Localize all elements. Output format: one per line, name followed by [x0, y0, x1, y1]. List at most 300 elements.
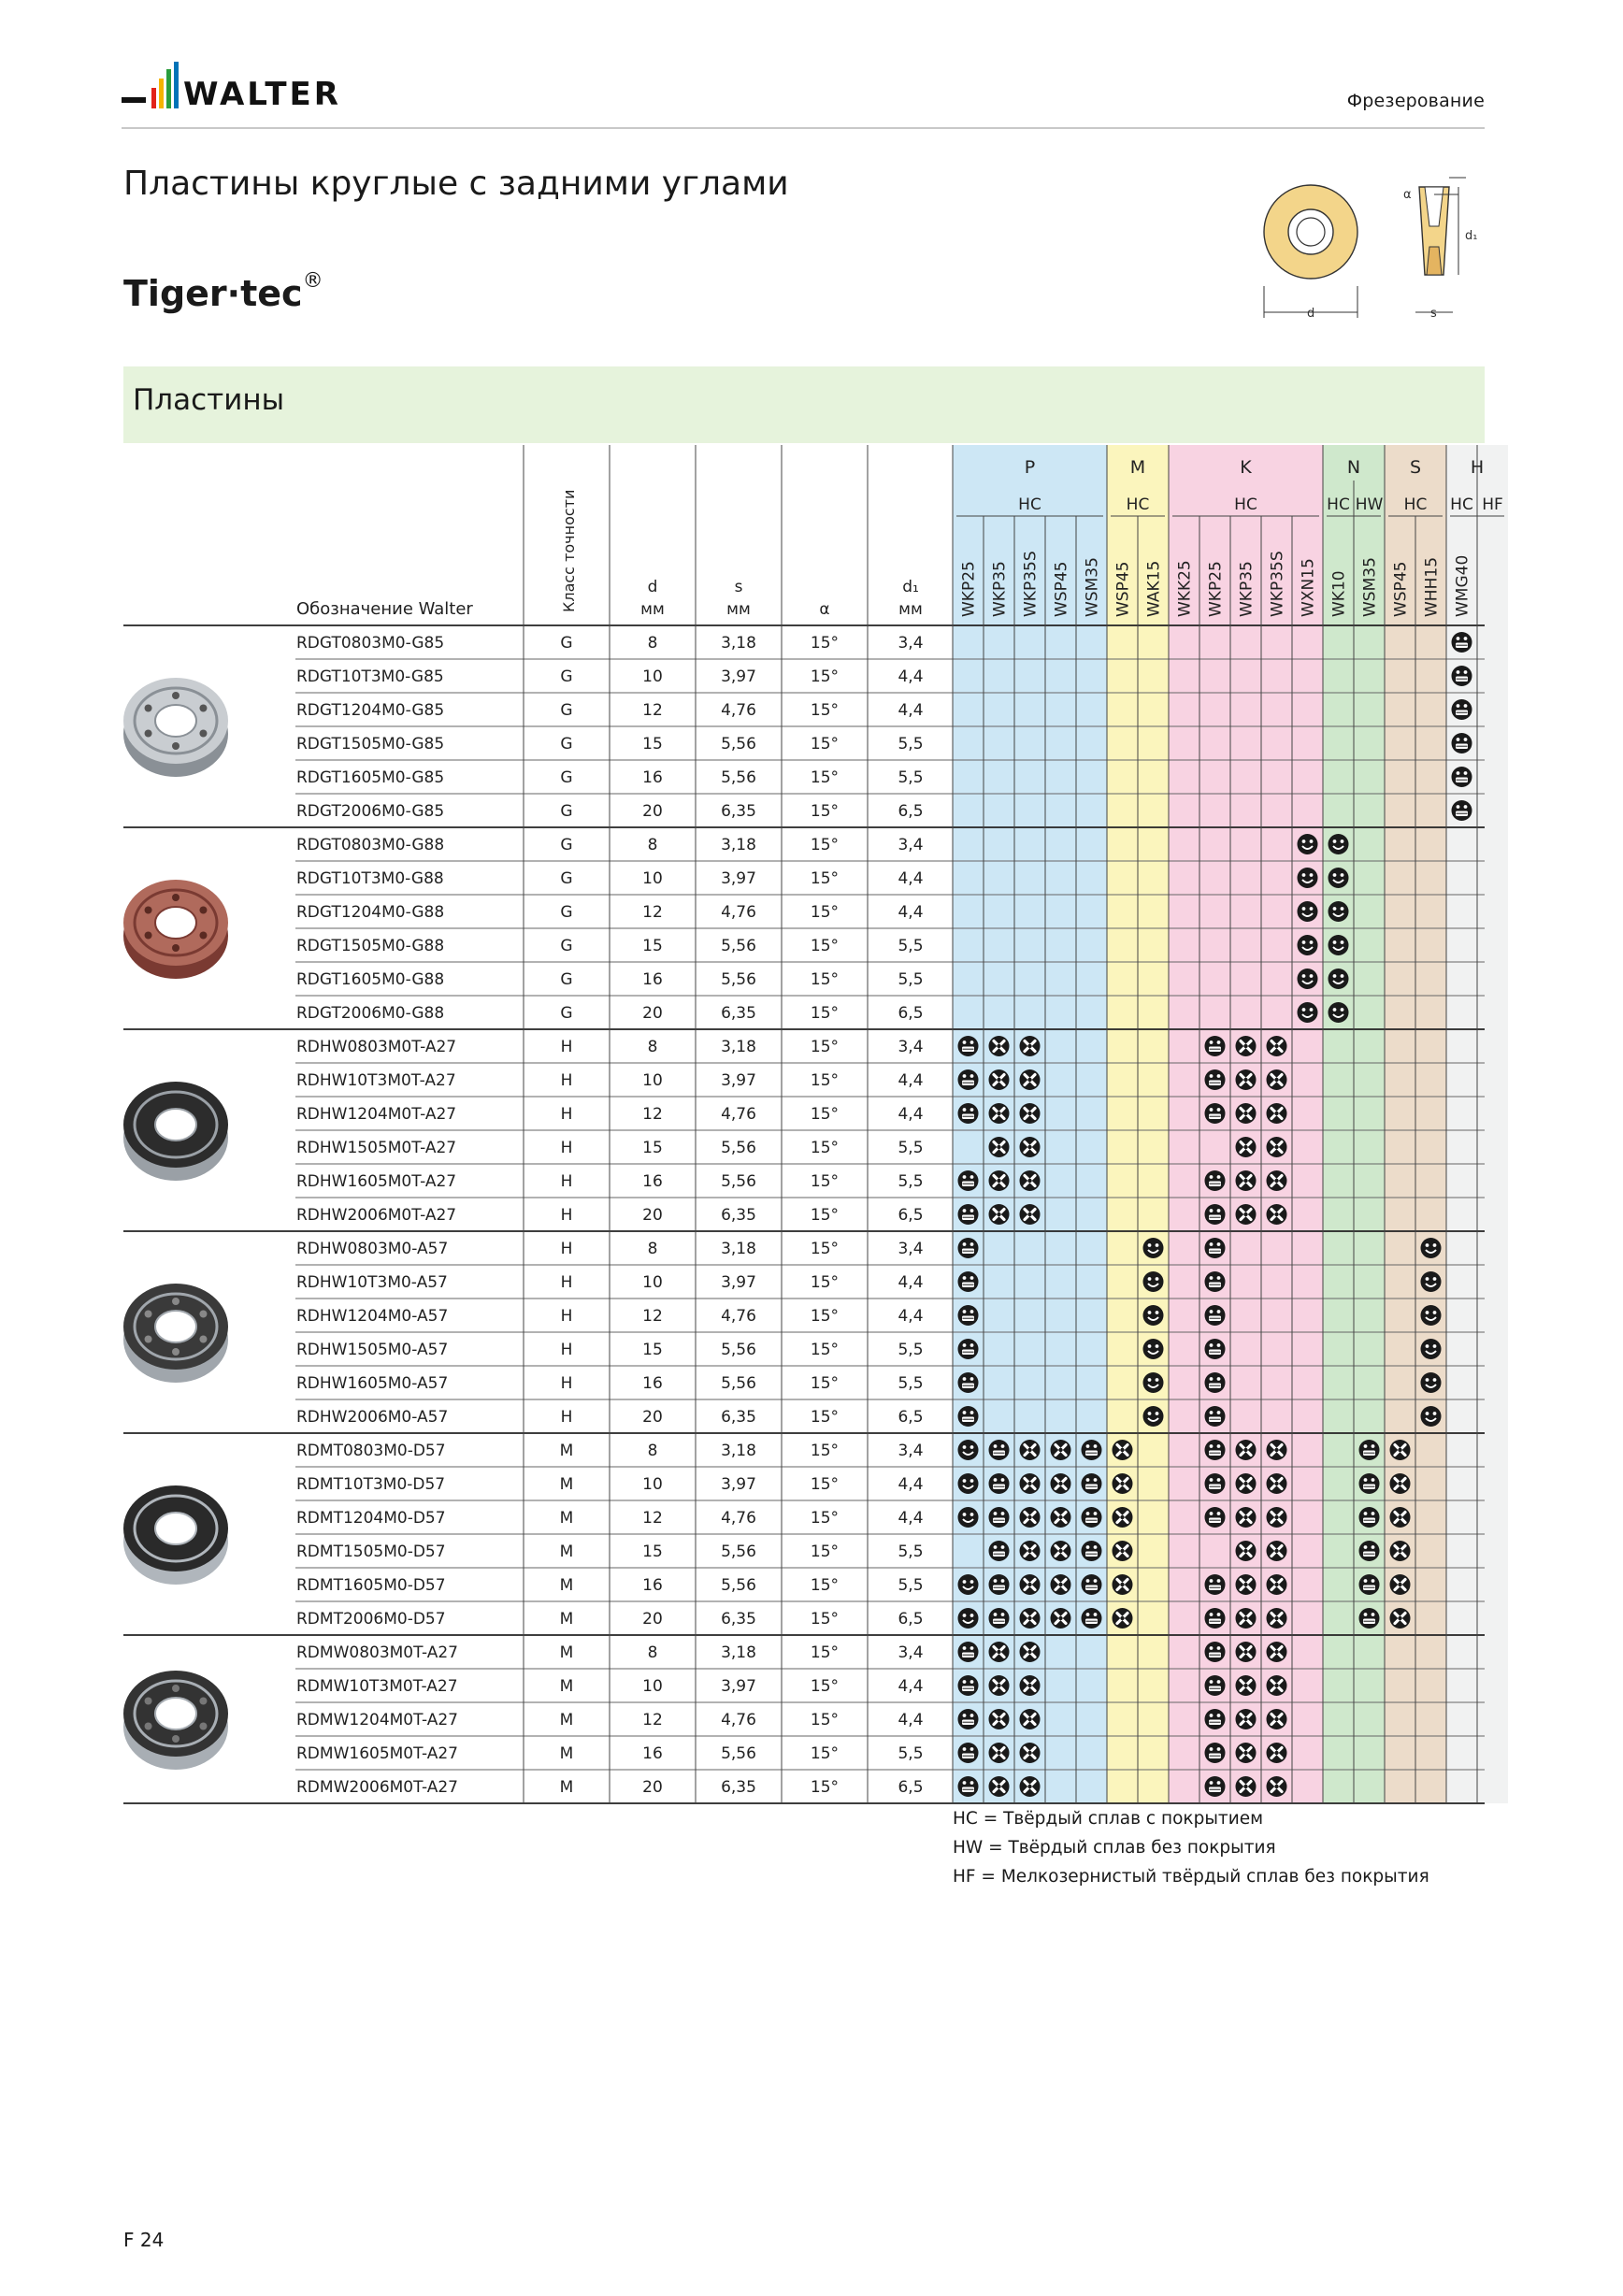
tolerance-class: H [560, 1071, 573, 1090]
hole-diameter-d1: 4,4 [898, 1273, 924, 1292]
diameter-d: 12 [642, 1711, 663, 1729]
hole-diameter-d1: 5,5 [898, 937, 924, 955]
diameter-d: 16 [642, 1744, 663, 1763]
grade-header: WKP25 [1206, 561, 1226, 617]
material-group-k: K [1240, 457, 1252, 478]
grimace-icon [1205, 1406, 1226, 1427]
cross-icon [1051, 1473, 1071, 1494]
insert-code: RDHW10T3M0T-A27 [296, 1071, 456, 1090]
hole-diameter-d1: 5,5 [898, 1139, 924, 1157]
cross-icon [1267, 1642, 1287, 1662]
smile-icon [1143, 1406, 1164, 1427]
hole-diameter-d1: 5,5 [898, 1543, 924, 1561]
clearance-angle: 15° [810, 634, 840, 653]
clearance-angle: 15° [810, 1576, 840, 1595]
diameter-d: 20 [642, 1610, 663, 1629]
thickness-s: 4,76 [721, 1509, 756, 1528]
cross-icon [1113, 1473, 1133, 1494]
hole-diameter-d1: 4,4 [898, 1677, 924, 1696]
cross-icon [1390, 1541, 1411, 1561]
column-header-alpha: α [819, 600, 830, 619]
cross-icon [1236, 1776, 1257, 1797]
tolerance-class: H [560, 1307, 573, 1326]
insert-code: RDGT1605M0-G88 [296, 970, 445, 989]
insert-code: RDMT1505M0-D57 [296, 1543, 446, 1561]
column-header-designation: Обозначение Walter [296, 599, 473, 619]
cross-icon [1051, 1608, 1071, 1629]
grimace-icon [1082, 1608, 1102, 1629]
grade-header: WK10 [1329, 570, 1349, 617]
thickness-s: 5,56 [721, 1139, 756, 1157]
insert-code: RDHW1204M0-A57 [296, 1307, 449, 1326]
insert-code: RDGT1204M0-G88 [296, 903, 445, 922]
diameter-d: 8 [647, 1240, 658, 1258]
cross-icon [1267, 1574, 1287, 1595]
smile-icon [1421, 1271, 1442, 1292]
tolerance-class: M [559, 1509, 574, 1528]
tolerance-class: M [559, 1543, 574, 1561]
diameter-d: 15 [642, 735, 663, 753]
diameter-d: 20 [642, 1206, 663, 1225]
grimace-icon [1359, 1473, 1380, 1494]
insert-code: RDGT10T3M0-G85 [296, 667, 444, 686]
cross-icon [1236, 1541, 1257, 1561]
grimace-icon [1082, 1440, 1102, 1460]
tolerance-class: G [560, 634, 573, 653]
smile-icon [1421, 1372, 1442, 1393]
thickness-s: 3,97 [721, 1475, 756, 1494]
cross-icon [1020, 1204, 1041, 1225]
diameter-d: 15 [642, 1341, 663, 1359]
smile-icon [1143, 1305, 1164, 1326]
insert-code: RDMT1605M0-D57 [296, 1576, 446, 1595]
diameter-d: 10 [642, 1475, 663, 1494]
grade-header: WSP45 [1052, 561, 1071, 617]
tolerance-class: H [560, 1374, 573, 1393]
thickness-s: 5,56 [721, 735, 756, 753]
hole-diameter-d1: 5,5 [898, 1744, 924, 1763]
cross-icon [1051, 1507, 1071, 1528]
thickness-s: 5,56 [721, 1374, 756, 1393]
smile-icon [958, 1473, 979, 1494]
grimace-icon [1082, 1507, 1102, 1528]
column-header-tolerance-class: Класс точности [560, 489, 578, 612]
cross-icon [1236, 1137, 1257, 1157]
cross-icon [1390, 1507, 1411, 1528]
d-label: d [1307, 307, 1315, 321]
grimace-icon [1205, 1608, 1226, 1629]
grade-header: WHH15 [1422, 556, 1442, 617]
grimace-icon [989, 1473, 1010, 1494]
column-header-s: s [734, 578, 743, 596]
clearance-angle: 15° [810, 1307, 840, 1326]
grimace-icon [1205, 1440, 1226, 1460]
tolerance-class: H [560, 1038, 573, 1056]
rdhw-a27-insert-photo [123, 1082, 228, 1181]
insert-code: RDGT2006M0-G85 [296, 802, 445, 821]
grimace-icon [958, 1776, 979, 1797]
thickness-s: 3,18 [721, 1038, 756, 1056]
s-label: s [1430, 307, 1437, 321]
cross-icon [1236, 1036, 1257, 1056]
cross-icon [1267, 1776, 1287, 1797]
clearance-angle: 15° [810, 1273, 840, 1292]
diameter-d: 20 [642, 1004, 663, 1023]
grimace-icon [958, 1170, 979, 1191]
hole-diameter-d1: 4,4 [898, 1475, 924, 1494]
insert-code: RDHW1204M0T-A27 [296, 1105, 457, 1124]
cross-icon [1051, 1541, 1071, 1561]
hole-diameter-d1: 5,5 [898, 970, 924, 989]
cross-icon [1020, 1574, 1041, 1595]
insert-code: RDMT0803M0-D57 [296, 1442, 446, 1460]
cross-icon [989, 1036, 1010, 1056]
grimace-icon [958, 1305, 979, 1326]
clearance-angle: 15° [810, 1509, 840, 1528]
thickness-s: 4,76 [721, 903, 756, 922]
smile-icon [1329, 1002, 1349, 1023]
grade-header: WKP25 [959, 561, 979, 617]
cross-icon [989, 1170, 1010, 1191]
tolerance-class: G [560, 937, 573, 955]
hole-diameter-d1: 3,4 [898, 1240, 924, 1258]
hole-diameter-d1: 4,4 [898, 1105, 924, 1124]
smile-icon [958, 1507, 979, 1528]
page-title: Пластины круглые с задними углами [123, 165, 789, 203]
thickness-s: 3,18 [721, 836, 756, 854]
clearance-angle: 15° [810, 970, 840, 989]
diameter-d: 12 [642, 903, 663, 922]
thickness-s: 4,76 [721, 1711, 756, 1729]
diameter-d: 8 [647, 634, 658, 653]
diameter-d: 16 [642, 970, 663, 989]
grade-header: WKP35 [1237, 561, 1257, 617]
thickness-s: 5,56 [721, 1744, 756, 1763]
grimace-icon [1359, 1541, 1380, 1561]
cross-icon [1390, 1574, 1411, 1595]
insert-code: RDMW1204M0T-A27 [296, 1711, 458, 1729]
smile-icon [1298, 935, 1318, 955]
diameter-d: 12 [642, 701, 663, 720]
grimace-icon [958, 1743, 979, 1763]
thickness-s: 5,56 [721, 937, 756, 955]
cross-icon [989, 1743, 1010, 1763]
clearance-angle: 15° [810, 1139, 840, 1157]
cross-icon [1113, 1507, 1133, 1528]
clearance-angle: 15° [810, 1105, 840, 1124]
diameter-d: 10 [642, 1071, 663, 1090]
hole-diameter-d1: 6,5 [898, 1004, 924, 1023]
hole-diameter-d1: 5,5 [898, 1374, 924, 1393]
smile-icon [1298, 1002, 1318, 1023]
smile-icon [1421, 1238, 1442, 1258]
insert-code: RDHW1505M0-A57 [296, 1341, 449, 1359]
grimace-icon [1452, 666, 1472, 686]
tolerance-class: H [560, 1341, 573, 1359]
grimace-icon [958, 1271, 979, 1292]
cross-icon [1020, 1473, 1041, 1494]
insert-code: RDGT0803M0-G85 [296, 634, 445, 653]
cross-icon [1236, 1709, 1257, 1729]
insert-code: RDHW10T3M0-A57 [296, 1273, 448, 1292]
column-header-d: d [647, 578, 658, 596]
cross-icon [1236, 1204, 1257, 1225]
grimace-icon [1205, 1036, 1226, 1056]
insert-code: RDHW0803M0-A57 [296, 1240, 449, 1258]
insert-code: RDMT1204M0-D57 [296, 1509, 446, 1528]
coating-label-hc: HC [1126, 495, 1150, 514]
cross-icon [1113, 1608, 1133, 1629]
hole-diameter-d1: 3,4 [898, 836, 924, 854]
tolerance-class: M [559, 1643, 574, 1662]
diameter-d: 12 [642, 1307, 663, 1326]
smile-icon [1329, 901, 1349, 922]
cross-icon [1020, 1440, 1041, 1460]
coating-label-hc: HC [1403, 495, 1428, 514]
insert-code: RDMW10T3M0T-A27 [296, 1677, 458, 1696]
grade-header: WSM35 [1083, 557, 1102, 617]
hole-diameter-d1: 4,4 [898, 701, 924, 720]
thickness-s: 4,76 [721, 1307, 756, 1326]
thickness-s: 4,76 [721, 1105, 756, 1124]
tolerance-class: G [560, 701, 573, 720]
tolerance-class: G [560, 735, 573, 753]
cross-icon [1267, 1036, 1287, 1056]
legend-hc: HC = Твёрдый сплав с покрытием [953, 1809, 1264, 1829]
grimace-icon [1205, 1339, 1226, 1359]
hole-diameter-d1: 6,5 [898, 1778, 924, 1797]
tolerance-class: M [559, 1778, 574, 1797]
thickness-s: 5,56 [721, 1172, 756, 1191]
grade-header: WKP35S [1021, 551, 1041, 617]
column-header-d1: d₁ [902, 578, 919, 596]
diameter-d: 8 [647, 1038, 658, 1056]
grimace-icon [989, 1440, 1010, 1460]
tolerance-class: H [560, 1105, 573, 1124]
rdmt-d57-insert-photo [123, 1485, 228, 1585]
grimace-icon [989, 1608, 1010, 1629]
clearance-angle: 15° [810, 1172, 840, 1191]
grimace-icon [1452, 767, 1472, 787]
diameter-d: 10 [642, 1677, 663, 1696]
clearance-angle: 15° [810, 1408, 840, 1427]
grimace-icon [958, 1069, 979, 1090]
insert-code: RDHW1505M0T-A27 [296, 1139, 457, 1157]
hole-diameter-d1: 4,4 [898, 1509, 924, 1528]
cross-icon [1267, 1204, 1287, 1225]
clearance-angle: 15° [810, 1004, 840, 1023]
diameter-d: 16 [642, 768, 663, 787]
thickness-s: 3,18 [721, 1442, 756, 1460]
clearance-angle: 15° [810, 1543, 840, 1561]
clearance-angle: 15° [810, 1071, 840, 1090]
diameter-d: 10 [642, 1273, 663, 1292]
smile-icon [1329, 834, 1349, 854]
grimace-icon [1359, 1608, 1380, 1629]
grimace-icon [958, 1339, 979, 1359]
cross-icon [1267, 1170, 1287, 1191]
diameter-d: 20 [642, 1408, 663, 1427]
tolerance-class: H [560, 1240, 573, 1258]
smile-icon [1329, 935, 1349, 955]
grade-header: WSM35 [1360, 557, 1380, 617]
cross-icon [1020, 1642, 1041, 1662]
material-group-s: S [1409, 457, 1422, 478]
coating-label-hc: HC [1234, 495, 1257, 514]
thickness-s: 3,97 [721, 1677, 756, 1696]
insert-code: RDGT10T3M0-G88 [296, 869, 444, 888]
insert-code: RDMT10T3M0-D57 [296, 1475, 446, 1494]
hole-diameter-d1: 6,5 [898, 1206, 924, 1225]
smile-icon [1143, 1271, 1164, 1292]
clearance-angle: 15° [810, 1610, 840, 1629]
diameter-d: 12 [642, 1509, 663, 1528]
insert-code: RDMT2006M0-D57 [296, 1610, 446, 1629]
diameter-d: 10 [642, 667, 663, 686]
grimace-icon [1205, 1709, 1226, 1729]
clearance-angle: 15° [810, 869, 840, 888]
cross-icon [1267, 1541, 1287, 1561]
grimace-icon [958, 1238, 979, 1258]
cross-icon [1020, 1103, 1041, 1124]
grimace-icon [1452, 733, 1472, 753]
cross-icon [1051, 1574, 1071, 1595]
thickness-s: 3,18 [721, 1240, 756, 1258]
grimace-icon [958, 1372, 979, 1393]
diameter-d: 16 [642, 1172, 663, 1191]
tolerance-class: M [559, 1576, 574, 1595]
svg-text:WALTER: WALTER [183, 76, 341, 113]
smile-icon [1298, 901, 1318, 922]
cross-icon [1020, 1036, 1041, 1056]
tolerance-class: M [559, 1475, 574, 1494]
hole-diameter-d1: 3,4 [898, 634, 924, 653]
page-number: F 24 [123, 2229, 165, 2251]
tolerance-class: H [560, 1139, 573, 1157]
registered-mark: ® [302, 269, 323, 293]
tolerance-class: G [560, 903, 573, 922]
cross-icon [1267, 1440, 1287, 1460]
diameter-d: 10 [642, 869, 663, 888]
clearance-angle: 15° [810, 1240, 840, 1258]
thickness-s: 5,56 [721, 1543, 756, 1561]
thickness-s: 4,76 [721, 701, 756, 720]
clearance-angle: 15° [810, 1744, 840, 1763]
thickness-s: 5,56 [721, 970, 756, 989]
grade-header: WKP35S [1268, 551, 1287, 617]
insert-code: RDMW1605M0T-A27 [296, 1744, 458, 1763]
cross-icon [1236, 1473, 1257, 1494]
cross-icon [1113, 1541, 1133, 1561]
coating-label-hc: HC [1018, 495, 1041, 514]
smile-icon [1143, 1238, 1164, 1258]
cross-icon [1236, 1608, 1257, 1629]
rdgt-g85-insert-photo [123, 678, 228, 777]
clearance-angle: 15° [810, 1475, 840, 1494]
thickness-s: 3,97 [721, 869, 756, 888]
cross-icon [1267, 1473, 1287, 1494]
diameter-d: 8 [647, 1643, 658, 1662]
cross-icon [1390, 1473, 1411, 1494]
coating-label-hc: HC [1450, 495, 1473, 514]
thickness-s: 3,97 [721, 1273, 756, 1292]
cross-icon [989, 1137, 1010, 1157]
clearance-angle: 15° [810, 836, 840, 854]
cross-icon [1236, 1574, 1257, 1595]
grade-header: WXN15 [1299, 558, 1318, 617]
tolerance-class: M [559, 1744, 574, 1763]
grimace-icon [1205, 1675, 1226, 1696]
thickness-s: 6,35 [721, 1610, 756, 1629]
grimace-icon [1205, 1507, 1226, 1528]
grimace-icon [1205, 1776, 1226, 1797]
insert-code: RDHW2006M0-A57 [296, 1408, 449, 1427]
smile-icon [1298, 868, 1318, 888]
thickness-s: 3,97 [721, 667, 756, 686]
clearance-angle: 15° [810, 802, 840, 821]
hole-diameter-d1: 5,5 [898, 1576, 924, 1595]
tolerance-class: G [560, 802, 573, 821]
hole-diameter-d1: 3,4 [898, 1442, 924, 1460]
hole-diameter-d1: 4,4 [898, 869, 924, 888]
clearance-angle: 15° [810, 1778, 840, 1797]
column-header-d1-unit: мм [898, 600, 923, 619]
clearance-angle: 15° [810, 1711, 840, 1729]
cross-icon [1113, 1574, 1133, 1595]
column-header-d-unit: мм [640, 600, 665, 619]
grade-header: WSP45 [1391, 561, 1411, 617]
thickness-s: 5,56 [721, 1576, 756, 1595]
section-band-label: Пластины [133, 383, 285, 417]
hole-diameter-d1: 4,4 [898, 667, 924, 686]
cross-icon [1390, 1440, 1411, 1460]
tolerance-class: H [560, 1206, 573, 1225]
grimace-icon [1452, 800, 1472, 821]
material-group-p: P [1024, 457, 1036, 478]
cross-icon [1236, 1675, 1257, 1696]
tolerance-class: G [560, 667, 573, 686]
insert-code: RDGT1505M0-G85 [296, 735, 445, 753]
clearance-angle: 15° [810, 937, 840, 955]
rdhw-a57-insert-photo [123, 1284, 228, 1383]
diameter-d: 15 [642, 1543, 663, 1561]
smile-icon [1329, 969, 1349, 989]
hole-diameter-d1: 4,4 [898, 1307, 924, 1326]
insert-code: RDHW1605M0-A57 [296, 1374, 449, 1393]
insert-code: RDHW1605M0T-A27 [296, 1172, 457, 1191]
column-header-s-unit: мм [726, 600, 751, 619]
thickness-s: 3,18 [721, 1643, 756, 1662]
grade-header: WKP35 [990, 561, 1010, 617]
cross-icon [1020, 1507, 1041, 1528]
smile-icon [1298, 969, 1318, 989]
coating-label-hc: HC [1327, 495, 1350, 514]
clearance-angle: 15° [810, 1677, 840, 1696]
tolerance-class: M [559, 1610, 574, 1629]
legend-hw: HW = Твёрдый сплав без покрытия [953, 1838, 1276, 1858]
grade-header: WAK15 [1144, 560, 1164, 617]
diameter-d: 12 [642, 1105, 663, 1124]
cross-icon [1020, 1608, 1041, 1629]
hole-diameter-d1: 6,5 [898, 1610, 924, 1629]
cross-icon [1236, 1069, 1257, 1090]
thickness-s: 3,18 [721, 634, 756, 653]
thickness-s: 6,35 [721, 1004, 756, 1023]
alpha-label: α [1403, 188, 1412, 202]
diameter-d: 15 [642, 937, 663, 955]
diameter-d: 16 [642, 1374, 663, 1393]
coating-label-hf: HF [1482, 495, 1503, 514]
